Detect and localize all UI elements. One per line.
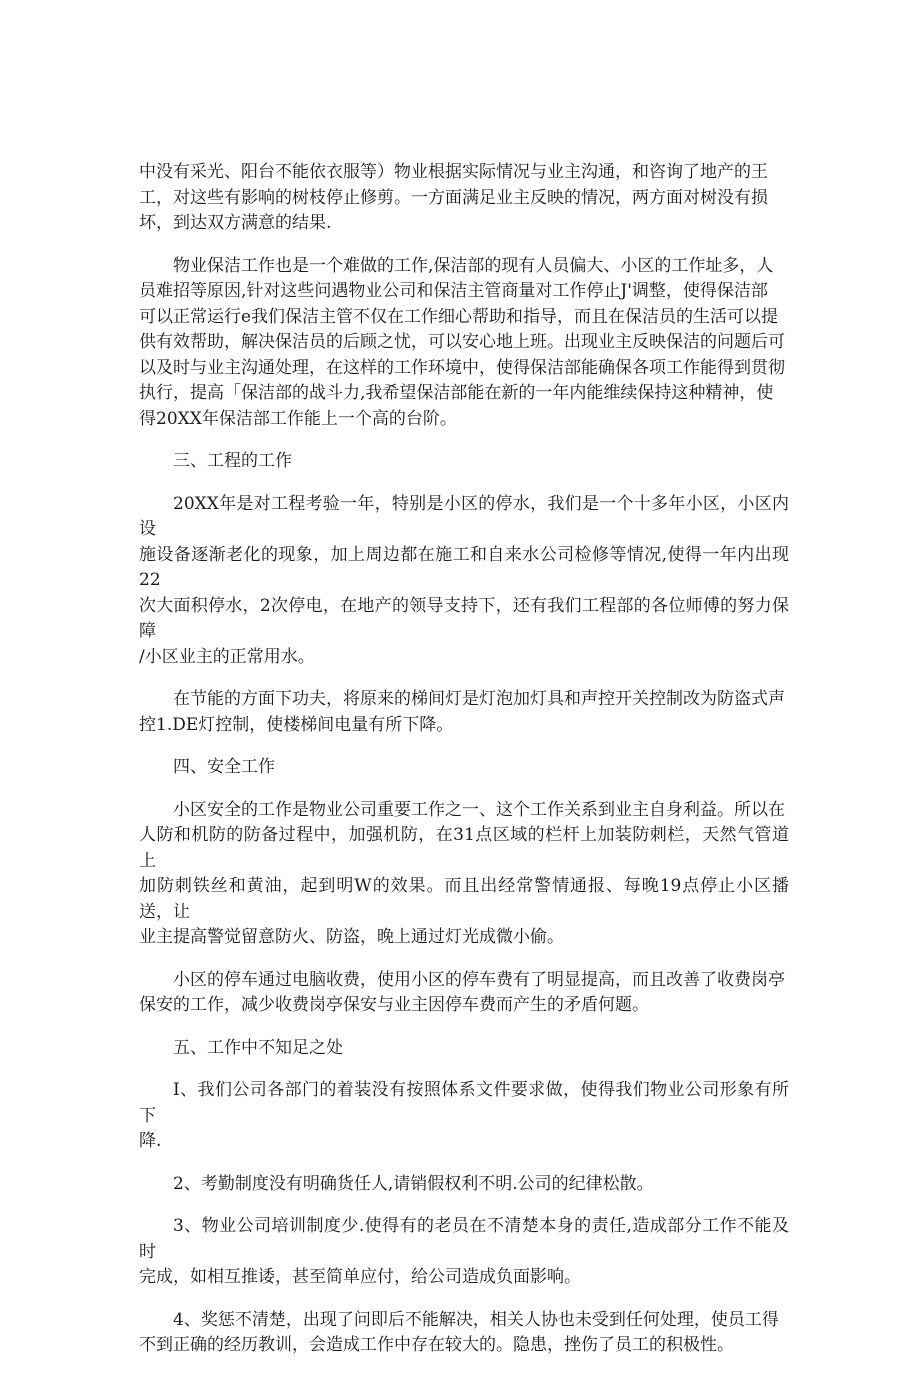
section-heading-engineering: 三、工程的工作 <box>173 451 292 471</box>
paragraph-water-outage: 20XX年是对工程考验一年，特别是小区的停水，我们是一个十多年小区，小区内设 施设备逐渐老化的现象，加上周边都在施工和自来水公司检修等情况,使得一年内出现22 次大面积停水，2次停电，在地产的领导支持下，还有我们工程部的各位师傅的努力保障 /小区业主的正常用水。 <box>139 493 789 667</box>
list-item-1: I、我们公司各部门的着装没有按照体系文件要求做，使得我们物业公司形象有所下 降. <box>139 1080 789 1151</box>
list-item-3: 3、物业公司培训制度少.使得有的老员在不清楚本身的责任,造成部分工作不能及时 完成，如相互推诿，甚至简单应付，给公司造成负面影响。 <box>139 1216 789 1287</box>
paragraph-cleaning: 物业保洁工作也是一个难做的工作,保洁部的现有人员偏大、小区的工作址多，人 员难招等原因,针对这些问遇物业公司和保洁主管商量对工作停止J'调整，使得保洁部 可以正常运行e我们保洁主管不仅在工作细心帮助和指导，而且在保洁员的生活可以提 供有效帮助，解决保洁员的后顾之忧，可以安心地上班。出现业主反映保洁的问题后可 以及时与业主沟通处理，在这样的工作环境中，使得保洁部能确保各项工作能得到贯彻 执行，提高「保洁部的战斗力,我希望保洁部能在新的一年内能维续保持这种精神，使 得20XX年保洁部工作能上一个高的台阶。 <box>139 255 785 429</box>
list-item-2: 2、考勤制度没有明确货任人,请销假权利不明.公司的纪律松散。 <box>173 1173 654 1194</box>
paragraph-safety: 小区安全的工作是物业公司重要工作之一、这个工作关系到业主自身利益。所以在 人防和机防的防备过程中，加强机防，在31点区域的栏杆上加装防刺栏，天然气管道上 加防刺铁丝和黄油，起到明W的效果。而且出经常警情通报、每晚19点停止小区播送，让 业主提高警觉留意防火、防盗，晚上通过灯光成微小偷。 <box>139 799 789 947</box>
section-heading-shortcomings: 五、工作中不知足之处 <box>173 1037 343 1058</box>
document-body <box>139 160 789 1376</box>
paragraph-energy-saving: 在节能的方面下功夫，将原来的梯间灯是灯泡加灯具和声控开关控制改为防盗式声 控1.DE灯控制，使楼梯间电量有所下降。 <box>139 689 785 735</box>
paragraph-parking: 小区的停车通过电脑收费，使用小区的停车费有了明显提高，而且改善了收费岗亭 保安的工作，减少收费岗亭保安与业主因停车费而产生的矛盾何题。 <box>139 969 785 1015</box>
list-item-4: 4、奖惩不清楚，出现了问即后不能解决，相关人协也未受到任何处理，使员工得 不到正确的经历教训，会造成工作中存在较大的。隐患，挫伤了员工的积极性。 <box>139 1309 779 1355</box>
section-heading-safety: 四、安全工作 <box>173 757 275 777</box>
paragraph-continued: 中没有采光、阳台不能依衣服等）物业根据实际情况与业主沟通，和咨询了地产的王 工，对这些有影响的树枝停止修剪。一方面满足业主反映的情况，两方面对树没有损 坏，到达双方满意的结果. <box>139 162 768 233</box>
